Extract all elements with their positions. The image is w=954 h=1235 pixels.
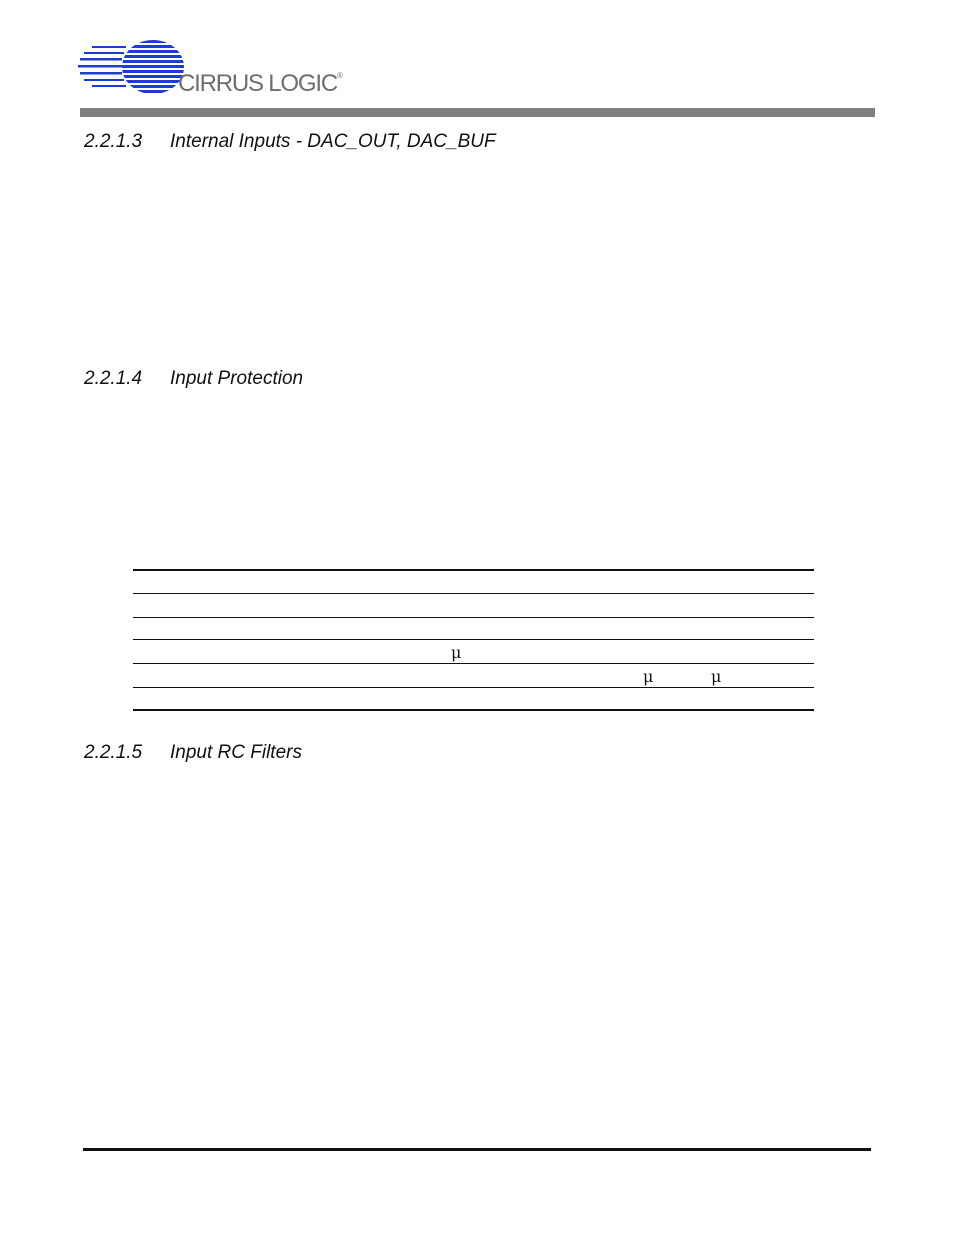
section-number: 2.2.1.5 [84, 742, 143, 763]
table-row-rule [133, 617, 814, 618]
table-row-rule [133, 593, 814, 594]
logo-wordmark: CIRRUS LOGIC® [178, 70, 343, 97]
section-title: Input Protection [170, 368, 304, 389]
section-number: 2.2.1.3 [84, 131, 143, 152]
header-bar [80, 108, 875, 117]
cirrus-logic-logo [78, 38, 358, 100]
spec-table [133, 569, 814, 712]
table-cell-symbol: μ [711, 667, 722, 686]
table-cell-symbol: μ [643, 667, 654, 686]
table-bottom-rule [133, 709, 814, 711]
table-row-rule [133, 663, 814, 664]
section-title: Input RC Filters [170, 742, 302, 763]
table-row-rule [133, 687, 814, 688]
section-title: Internal Inputs - DAC_OUT, DAC_BUF [170, 131, 496, 152]
table-cell-symbol: μ [451, 643, 462, 662]
footer-rule [83, 1148, 871, 1151]
section-number: 2.2.1.4 [84, 368, 143, 389]
section-heading-input-protection [84, 369, 303, 388]
table-row-rule [133, 639, 814, 640]
table-top-rule [133, 569, 814, 571]
section-heading-internal-inputs [84, 132, 496, 151]
section-heading-input-rc-filters [84, 743, 302, 762]
registered-mark: ® [336, 71, 343, 80]
